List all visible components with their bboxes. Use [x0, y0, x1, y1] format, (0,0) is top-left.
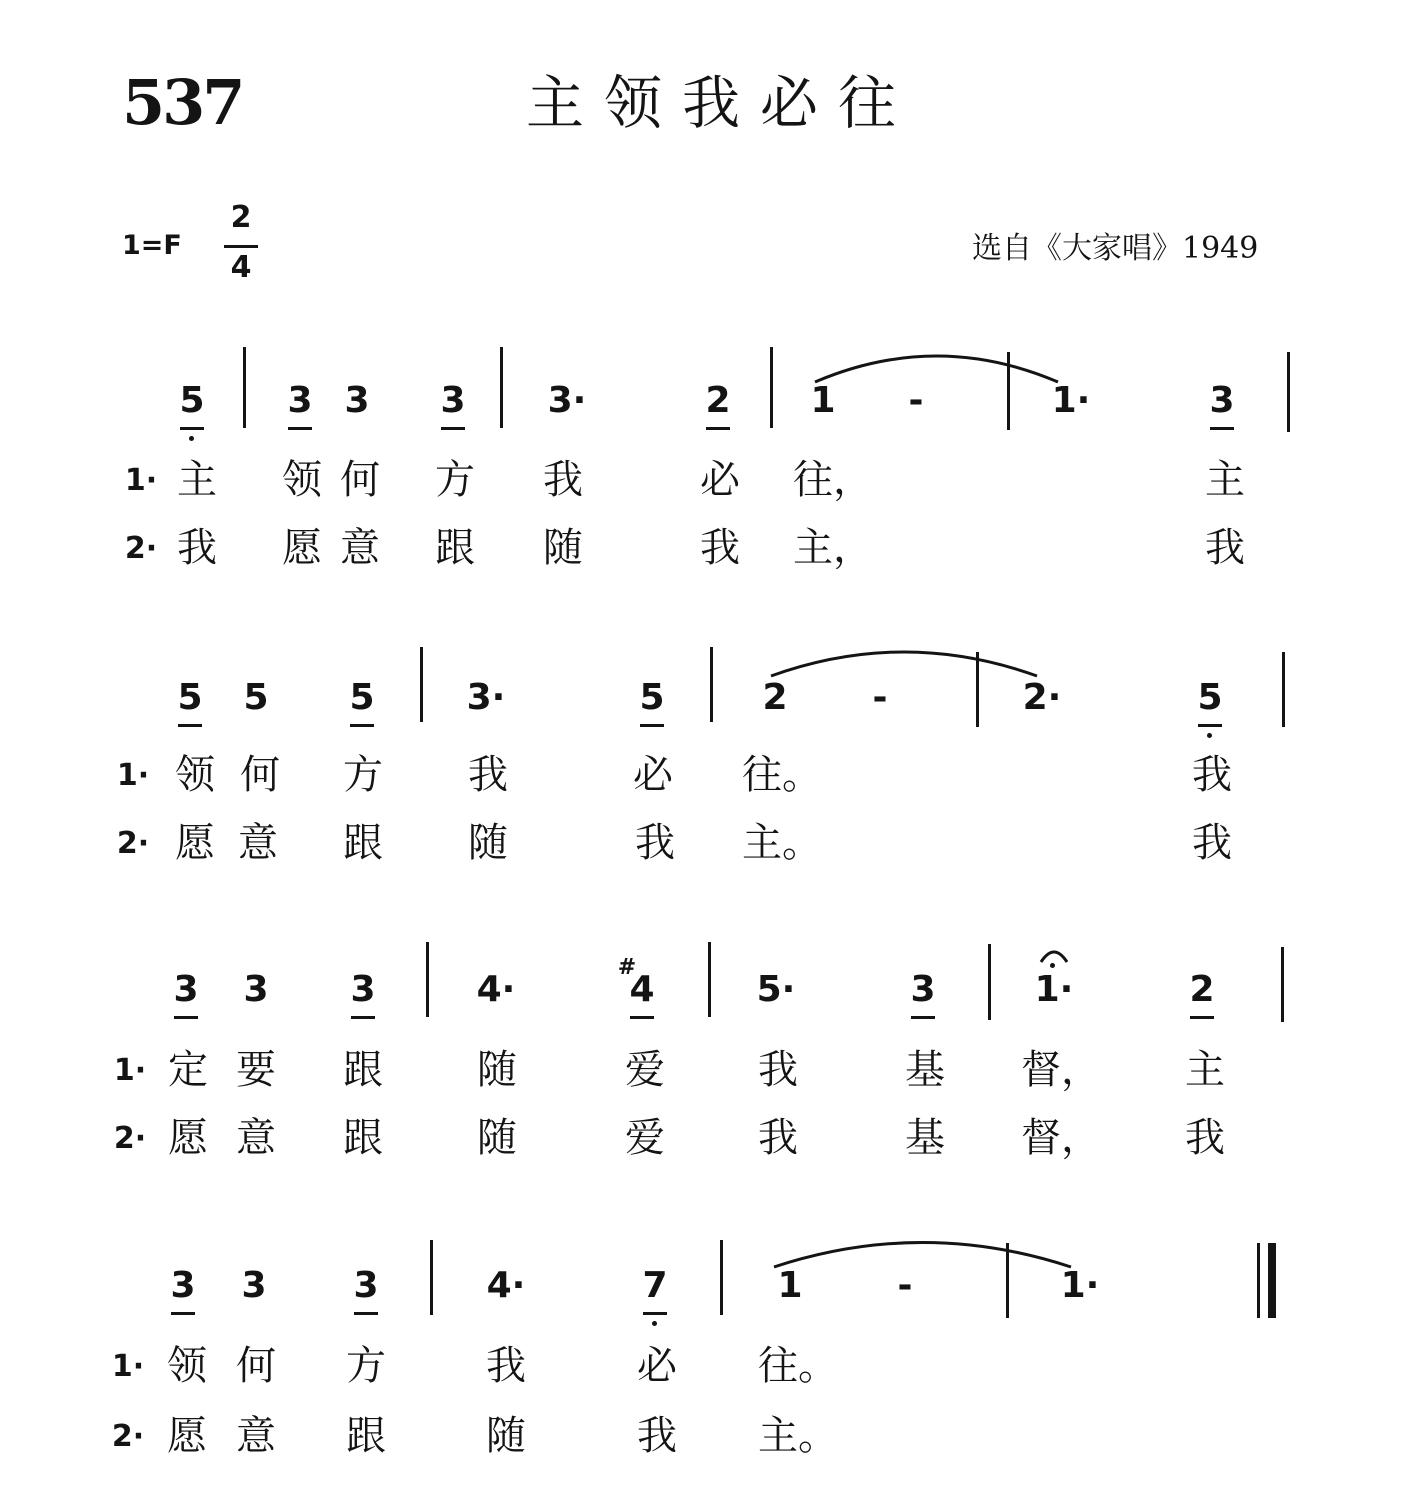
note: 3: [353, 1265, 379, 1306]
high-octave-dot: [1050, 963, 1055, 968]
lyric-syllable: 我: [637, 1413, 677, 1459]
slur: [815, 356, 1058, 382]
note: 3: [910, 969, 936, 1010]
barline: [708, 942, 711, 1017]
note: 2·: [1022, 677, 1062, 718]
lyric-syllable: 随: [486, 1413, 526, 1459]
lyric-syllable: 意: [236, 1115, 276, 1161]
lyric-syllable: 愿: [168, 1115, 208, 1161]
lyric-syllable: 爱: [625, 1115, 665, 1161]
slur: [774, 1243, 1071, 1268]
time-signature-bottom: 4: [230, 250, 252, 285]
lyric-syllable: 意: [340, 525, 380, 571]
lyric-syllable: 方: [343, 752, 383, 798]
lyric-syllable: 基: [905, 1047, 945, 1093]
lyric-syllable: 随: [468, 820, 508, 866]
note-underline: [178, 724, 202, 727]
lyric-syllable: 我: [1192, 820, 1232, 866]
lyric-syllable: 主: [1185, 1047, 1225, 1093]
note-underline: [171, 1312, 195, 1315]
note: 4·: [486, 1265, 526, 1306]
hymn-number: 537: [122, 66, 243, 139]
barline: [500, 347, 503, 428]
barline: [976, 652, 979, 727]
verse-number: 1·: [116, 758, 150, 793]
note-underline: [630, 1016, 654, 1019]
note: 3·: [466, 677, 506, 718]
lyric-syllable: 领: [167, 1343, 207, 1389]
note: 5·: [756, 969, 796, 1010]
lyric-syllable: 跟: [343, 820, 383, 866]
source-credit: 选自《大家唱》1949: [972, 231, 1259, 266]
lyric-syllable: 方: [435, 457, 475, 503]
lyric-syllable: 我: [700, 525, 740, 571]
lyric-syllable: 何: [240, 752, 280, 798]
note: 3: [241, 1265, 267, 1306]
lyric-syllable: 方: [346, 1343, 386, 1389]
sharp-accidental: #: [617, 955, 637, 980]
lyric-syllable: 往，: [793, 457, 873, 503]
note: 2: [762, 677, 788, 718]
lyric-syllable: 主，: [793, 525, 873, 571]
slur: [771, 652, 1037, 676]
barline: [770, 347, 773, 428]
note-underline: [350, 724, 374, 727]
final-barline-thick: [1268, 1243, 1276, 1318]
barline: [426, 942, 429, 1017]
note: 3·: [547, 380, 587, 421]
lyric-syllable: 我: [1192, 752, 1232, 798]
barline: [1007, 352, 1010, 430]
time-signature-line: [224, 245, 258, 248]
note: 3: [344, 380, 370, 421]
verse-number: 2·: [124, 531, 158, 566]
lyric-syllable: 我: [1185, 1115, 1225, 1161]
note-underline: [354, 1312, 378, 1315]
lyric-syllable: 我: [543, 457, 583, 503]
lyric-syllable: 我: [758, 1047, 798, 1093]
lyric-syllable: 必: [633, 752, 673, 798]
low-octave-dot: [1207, 733, 1212, 738]
lyric-syllable: 随: [543, 525, 583, 571]
low-octave-dot: [652, 1321, 657, 1326]
note: 1·: [1060, 1265, 1100, 1306]
note: 1: [810, 380, 836, 421]
note: 1: [777, 1265, 803, 1306]
lyric-syllable: 愿: [167, 1413, 207, 1459]
note: 5: [1197, 677, 1223, 718]
barline: [710, 647, 713, 722]
barline: [430, 1240, 433, 1315]
note: 3: [243, 969, 269, 1010]
lyric-syllable: 意: [238, 820, 278, 866]
verse-number: 2·: [116, 826, 150, 861]
lyric-syllable: 我: [635, 820, 675, 866]
lyric-syllable: 爱: [625, 1047, 665, 1093]
note-extension-dash: -: [908, 380, 924, 421]
lyric-syllable: 定: [168, 1047, 208, 1093]
lyric-syllable: 基: [905, 1115, 945, 1161]
note: 3: [287, 380, 313, 421]
lyric-syllable: 跟: [346, 1413, 386, 1459]
barline: [243, 347, 246, 428]
note-underline: [706, 427, 730, 430]
lyric-syllable: 主: [177, 457, 217, 503]
verse-number: 1·: [113, 1053, 147, 1088]
barline: [1006, 1243, 1009, 1318]
lyric-syllable: 随: [477, 1115, 517, 1161]
barline: [720, 1240, 723, 1315]
note: 2: [1189, 969, 1215, 1010]
note-underline: [1210, 427, 1234, 430]
lyric-syllable: 随: [477, 1047, 517, 1093]
lyric-syllable: 跟: [343, 1115, 383, 1161]
barline: [988, 944, 991, 1020]
note-underline: [643, 1312, 667, 1315]
note: 3: [170, 1265, 196, 1306]
note: 1·: [1051, 380, 1091, 421]
lyric-syllable: 何: [236, 1343, 276, 1389]
lyric-syllable: 往。: [758, 1343, 838, 1389]
note: 5: [639, 677, 665, 718]
note-underline: [441, 427, 465, 430]
note-underline: [1198, 724, 1222, 727]
note: 5: [177, 677, 203, 718]
lyric-syllable: 愿: [282, 525, 322, 571]
note-underline: [174, 1016, 198, 1019]
note: 3: [1209, 380, 1235, 421]
lyric-syllable: 往。: [742, 752, 822, 798]
note: 1·: [1034, 969, 1074, 1010]
note: 7: [642, 1265, 668, 1306]
lyric-syllable: 领: [282, 457, 322, 503]
lyric-syllable: 我: [486, 1343, 526, 1389]
note: 2: [705, 380, 731, 421]
note-extension-dash: -: [897, 1265, 913, 1306]
lyric-syllable: 跟: [343, 1047, 383, 1093]
note: 5: [349, 677, 375, 718]
lyric-syllable: 意: [236, 1413, 276, 1459]
lyric-syllable: 我: [468, 752, 508, 798]
lyric-syllable: 必: [637, 1343, 677, 1389]
lyric-syllable: 我: [1205, 525, 1245, 571]
lyric-syllable: 主。: [758, 1413, 838, 1459]
lyric-syllable: 何: [340, 457, 380, 503]
lyric-syllable: 督，: [1021, 1115, 1101, 1161]
note: 3: [173, 969, 199, 1010]
hymn-title: 主领我必往: [526, 69, 917, 137]
lyric-syllable: 必: [700, 457, 740, 503]
note-underline: [180, 427, 204, 430]
note: 3: [350, 969, 376, 1010]
note-underline: [351, 1016, 375, 1019]
lyric-syllable: 领: [175, 752, 215, 798]
key-signature: 1=F: [122, 230, 182, 261]
note-underline: [640, 724, 664, 727]
verse-number: 2·: [113, 1121, 147, 1156]
note-underline: [288, 427, 312, 430]
time-signature-top: 2: [230, 200, 252, 235]
barline: [1287, 352, 1290, 432]
final-barline-thin: [1257, 1243, 1260, 1318]
fermata: [1041, 952, 1067, 962]
verse-number: 1·: [111, 1349, 145, 1384]
low-octave-dot: [189, 436, 194, 441]
barline: [1282, 652, 1285, 727]
lyric-syllable: 要: [236, 1047, 276, 1093]
lyric-syllable: 愿: [175, 820, 215, 866]
note-underline: [911, 1016, 935, 1019]
note: 4·: [476, 969, 516, 1010]
note: 5: [179, 380, 205, 421]
note: 3: [440, 380, 466, 421]
lyric-syllable: 主。: [742, 820, 822, 866]
lyric-syllable: 督，: [1021, 1047, 1101, 1093]
lyric-syllable: 我: [758, 1115, 798, 1161]
lyric-syllable: 跟: [435, 525, 475, 571]
note: 4: [629, 969, 655, 1010]
verse-number: 1·: [124, 463, 158, 498]
lyric-syllable: 主: [1205, 457, 1245, 503]
barline: [1281, 947, 1284, 1022]
note-underline: [1190, 1016, 1214, 1019]
verse-number: 2·: [111, 1419, 145, 1454]
note-extension-dash: -: [872, 677, 888, 718]
barline: [420, 647, 423, 722]
lyric-syllable: 我: [177, 525, 217, 571]
note: 5: [243, 677, 269, 718]
